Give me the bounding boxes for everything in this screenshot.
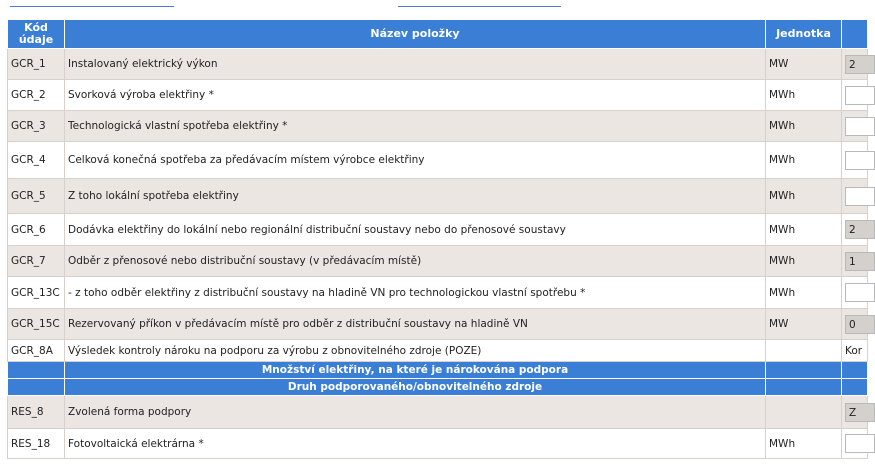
row-name: - z toho odběr elektřiny z distribuční soustavy na hladině VN pro technologickou vlastní spotřebu * bbox=[65, 277, 766, 309]
row-name: Svorková výroba elektřiny * bbox=[65, 80, 766, 111]
row-code: GCR_13C bbox=[8, 277, 65, 309]
top-link-underline bbox=[398, 6, 561, 7]
table-row bbox=[8, 111, 868, 142]
row-code: GCR_5 bbox=[8, 179, 65, 214]
row-name: Instalovaný elektrický výkon bbox=[65, 49, 766, 80]
table-row bbox=[8, 80, 868, 111]
row-name: Výsledek kontroly nároku na podporu za výrobu z obnovitelného zdroje (POZE) bbox=[65, 340, 766, 362]
row-name: Dodávka elektřiny do lokální nebo regionální distribuční soustavy nebo do přenosové soustavy bbox=[65, 214, 766, 246]
row-code: GCR_4 bbox=[8, 142, 65, 179]
row-code: RES_8 bbox=[8, 396, 65, 429]
row-code: GCR_8A bbox=[8, 340, 65, 362]
value-input[interactable]: 2 bbox=[845, 55, 875, 74]
row-name: Technologická vlastní spotřeba elektřiny * bbox=[65, 111, 766, 142]
row-unit bbox=[766, 340, 842, 362]
section-title-source-type: Druh podporovaného/obnovitelného zdroje bbox=[65, 379, 766, 396]
row-code: GCR_3 bbox=[8, 111, 65, 142]
table-row bbox=[8, 429, 868, 459]
row-name: Celková konečná spotřeba za předávacím místem výrobce elektřiny bbox=[65, 142, 766, 179]
row-unit: MWh bbox=[766, 429, 842, 459]
value-input[interactable]: 1 bbox=[845, 252, 875, 271]
row-code: GCR_2 bbox=[8, 80, 65, 111]
value-input[interactable] bbox=[845, 187, 875, 206]
header-unit: Jednotka bbox=[766, 20, 842, 49]
row-unit bbox=[766, 396, 842, 429]
header-name: Název položky bbox=[65, 20, 766, 49]
table-row bbox=[8, 277, 868, 309]
row-code: GCR_1 bbox=[8, 49, 65, 80]
table-row bbox=[8, 246, 868, 277]
row-unit: MWh bbox=[766, 111, 842, 142]
value-input[interactable]: 0 bbox=[845, 315, 875, 334]
row-unit: MWh bbox=[766, 246, 842, 277]
row-unit: MWh bbox=[766, 142, 842, 179]
row-unit: MWh bbox=[766, 277, 842, 309]
row-name: Fotovoltaická elektrárna * bbox=[65, 429, 766, 459]
table-row bbox=[8, 179, 868, 214]
section-header-row bbox=[8, 379, 868, 396]
table-row bbox=[8, 214, 868, 246]
row-unit: MW bbox=[766, 309, 842, 340]
header-value bbox=[842, 20, 868, 49]
row-code: GCR_7 bbox=[8, 246, 65, 277]
value-input[interactable] bbox=[845, 86, 875, 105]
data-table bbox=[7, 19, 868, 459]
value-input[interactable] bbox=[845, 117, 875, 136]
value-input[interactable] bbox=[845, 151, 875, 170]
row-code: GCR_6 bbox=[8, 214, 65, 246]
header-code: Kód údaje bbox=[8, 20, 65, 49]
row-unit: MW bbox=[766, 49, 842, 80]
table-row bbox=[8, 340, 868, 362]
table-row bbox=[8, 309, 868, 340]
table-row bbox=[8, 142, 868, 179]
value-input[interactable]: 2 bbox=[845, 220, 875, 239]
row-name: Rezervovaný příkon v předávacím místě pro odběr z distribuční soustavy na hladině VN bbox=[65, 309, 766, 340]
value-input[interactable] bbox=[845, 283, 875, 302]
section-header-row bbox=[8, 362, 868, 379]
table-row bbox=[8, 396, 868, 429]
table-header-row bbox=[8, 20, 868, 49]
value-input[interactable] bbox=[845, 434, 875, 453]
row-unit: MWh bbox=[766, 179, 842, 214]
row-name: Odběr z přenosové nebo distribuční soustavy (v předávacím místě) bbox=[65, 246, 766, 277]
row-code: GCR_15C bbox=[8, 309, 65, 340]
table-row bbox=[8, 49, 868, 80]
value-result-text: Kor bbox=[845, 344, 863, 357]
row-unit: MWh bbox=[766, 80, 842, 111]
value-select[interactable]: Z bbox=[845, 403, 875, 422]
row-name: Z toho lokální spotřeba elektřiny bbox=[65, 179, 766, 214]
row-name: Zvolená forma podpory bbox=[65, 396, 766, 429]
row-unit: MWh bbox=[766, 214, 842, 246]
section-title-claimed-electricity: Množství elektřiny, na které je nárokována podpora bbox=[65, 362, 766, 379]
top-link-underline bbox=[10, 6, 174, 7]
row-code: RES_18 bbox=[8, 429, 65, 459]
